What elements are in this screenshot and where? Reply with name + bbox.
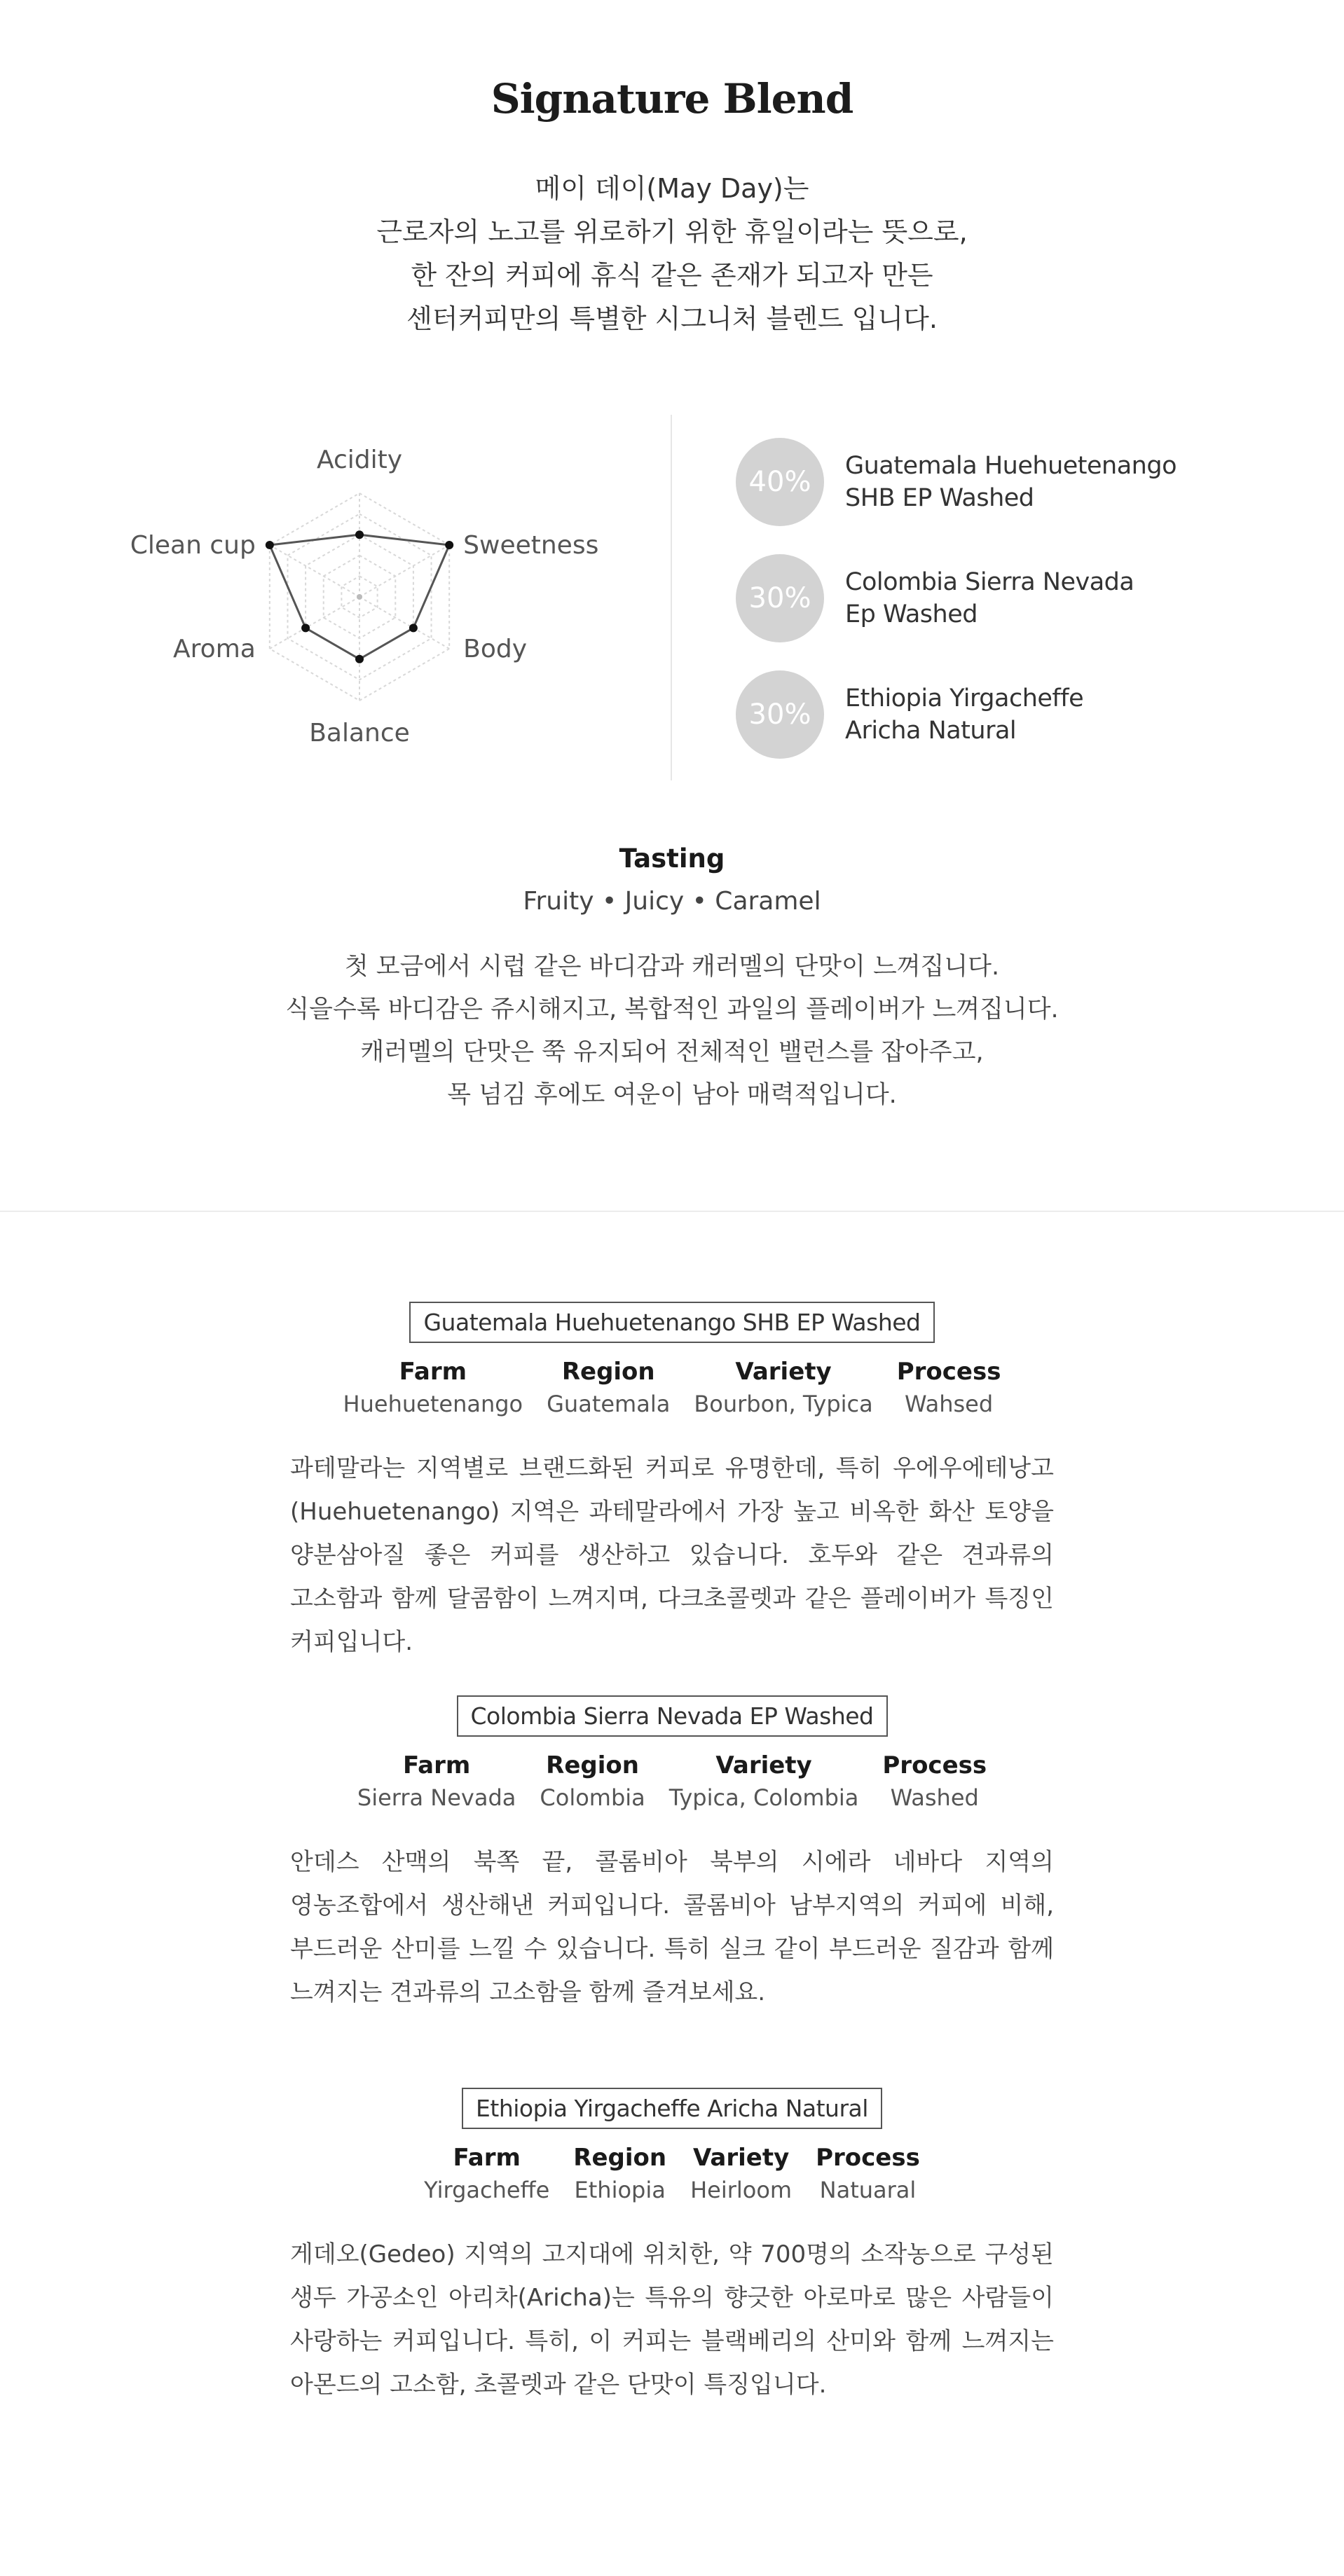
spec-label: Region	[573, 2144, 667, 2172]
tasting-line: 첫 모금에서 시럽 같은 바디감과 캐러멜의 단맛이 느껴집니다.	[344, 953, 1000, 981]
spec-value: Bourbon, Typica	[694, 1391, 873, 1417]
spec-label: Process	[816, 2144, 920, 2172]
origin-section	[0, 2088, 1344, 2406]
spec-label: Process	[896, 1358, 1001, 1386]
spec-label: Farm	[402, 1751, 471, 1779]
spec-process	[870, 1749, 999, 1814]
blend-origin-line: Ethiopia Yirgacheffe	[845, 684, 1084, 712]
spec-farm	[412, 2142, 561, 2206]
intro-text	[0, 167, 1344, 340]
intro-line: 센터커피만의 특별한 시그니처 블렌드 입니다.	[406, 303, 938, 334]
origin-section	[0, 1695, 1344, 2014]
radar-axis-label: Clean cup	[130, 531, 256, 560]
radar-axis-label: Body	[463, 635, 528, 663]
radar-axis-label: Balance	[309, 719, 410, 748]
spec-value: Guatemala	[547, 1391, 671, 1417]
origin-description: 과테말라는 지역별로 브랜드화된 커피로 유명한데, 특히 우에우에테낭고(Huehuetenango) 지역은 과테말라에서 가장 높고 비옥한 화산 토양을 양분삼아질 좋은 커피를 생산하고 있습니다. 호두와 같은 견과류의 고소함과 함께 달콤함이 느껴지며, 다크초콜렛과 같은 플레이버가 특징인 커피입니다.	[290, 1454, 1054, 1656]
blend-origin-line: SHB EP Washed	[845, 484, 1034, 512]
spec-variety	[657, 1749, 871, 1814]
origin-title: Ethiopia Yirgacheffe Aricha Natural	[462, 2088, 882, 2129]
tasting-line: 캐러멜의 단맛은 쭉 유지되어 전체적인 밸런스를 잡아주고,	[360, 1038, 984, 1066]
origin-title: Guatemala Huehuetenango SHB EP Washed	[409, 1302, 934, 1343]
radar-point-clean-cup	[266, 541, 274, 549]
blend-origin-name	[845, 682, 1083, 747]
spec-value: Yirgacheffe	[424, 2177, 550, 2203]
spec-variety	[678, 2142, 804, 2206]
radar-spoke	[359, 597, 449, 649]
spec-value: Colombia	[540, 1784, 645, 1811]
spec-label: Farm	[453, 2144, 521, 2172]
page-title: Signature Blend	[491, 75, 853, 123]
spec-value: Typica, Colombia	[668, 1784, 859, 1811]
spec-value: Huehuetenango	[343, 1391, 523, 1417]
blend-item	[736, 437, 1177, 527]
spec-value: Washed	[890, 1784, 979, 1811]
origin-specs	[0, 1749, 1344, 1814]
blend-item	[736, 553, 1134, 643]
spec-label: Region	[561, 1358, 655, 1386]
radar-spoke	[270, 597, 359, 649]
spec-process	[804, 2142, 932, 2206]
percent-badge: 30%	[736, 554, 824, 642]
radar-point-aroma	[301, 624, 310, 632]
tasting-line: 식을수록 바디감은 쥬시해지고, 복합적인 과일의 플레이버가 느껴집니다.	[285, 996, 1059, 1024]
intro-line: 메이 데이(May Day)는	[535, 173, 809, 204]
spec-process	[885, 1356, 1013, 1420]
radar-axis-label: Acidity	[316, 446, 403, 474]
origin-section	[0, 1302, 1344, 1664]
origin-specs	[0, 2142, 1344, 2206]
radar-spoke	[359, 545, 449, 597]
radar-axis-label: Aroma	[173, 635, 256, 663]
spec-label: Variety	[692, 2144, 790, 2172]
horizontal-divider	[0, 1211, 1344, 1212]
spec-region	[528, 1749, 657, 1814]
spec-label: Variety	[735, 1358, 832, 1386]
origin-specs	[0, 1356, 1344, 1420]
blend-origin-line: Guatemala Huehuetenango	[845, 452, 1177, 480]
radar-point-sweetness	[445, 541, 453, 549]
blend-origin-line: Colombia Sierra Nevada	[845, 568, 1134, 596]
intro-line: 한 잔의 커피에 휴식 같은 존재가 되고자 만든	[411, 260, 933, 291]
blend-origin-line: Ep Washed	[845, 600, 978, 628]
radar-point-acidity	[355, 530, 364, 539]
section-divider	[671, 415, 672, 780]
spec-region	[535, 1356, 682, 1420]
radar-center	[357, 594, 362, 600]
spec-value: Wahsed	[905, 1391, 994, 1417]
tasting-title: Tasting	[619, 843, 725, 874]
radar-point-balance	[355, 655, 364, 663]
radar-point-body	[409, 624, 418, 632]
origin-title: Colombia Sierra Nevada EP Washed	[457, 1695, 888, 1737]
spec-region	[561, 2142, 678, 2206]
spec-value: Natuaral	[819, 2177, 917, 2203]
tasting-notes: Fruity • Juicy • Caramel	[523, 887, 821, 916]
blend-origin-line: Aricha Natural	[845, 717, 1017, 745]
tasting-line: 목 넘김 후에도 여운이 남아 매력적입니다.	[447, 1081, 897, 1109]
radar-spoke	[270, 545, 359, 597]
intro-line: 근로자의 노고를 위로하기 위한 휴일이라는 뜻으로,	[376, 216, 968, 247]
percent-badge: 40%	[736, 438, 824, 526]
spec-farm	[331, 1356, 535, 1420]
spec-value: Ethiopia	[574, 2177, 666, 2203]
tasting-description	[0, 946, 1344, 1117]
percent-badge: 30%	[736, 670, 824, 759]
spec-variety	[682, 1356, 884, 1420]
spec-value: Sierra Nevada	[357, 1784, 516, 1811]
spec-farm	[345, 1749, 528, 1814]
flavor-radar-chart	[105, 420, 645, 778]
origin-description: 게데오(Gedeo) 지역의 고지대에 위치한, 약 700명의 소작농으로 구성된 생두 가공소인 아리차(Aricha)는 특유의 향긋한 아로마로 많은 사람들이 사랑하는 커피입니다. 특히, 이 커피는 블랙베리의 산미와 함께 느껴지는 아몬드의 고소함, 초콜렛과 같은 단맛이 특징입니다.	[290, 2240, 1054, 2399]
blend-item	[736, 670, 1083, 759]
radar-axis-label: Sweetness	[463, 531, 599, 560]
spec-label: Process	[882, 1751, 987, 1779]
blend-origin-name	[845, 566, 1134, 631]
spec-value: Heirloom	[690, 2177, 793, 2203]
blend-origin-name	[845, 450, 1177, 514]
spec-label: Variety	[715, 1751, 812, 1779]
spec-label: Farm	[399, 1358, 467, 1386]
origin-description: 안데스 산맥의 북쪽 끝, 콜롬비아 북부의 시에라 네바다 지역의 영농조합에서 생산해낸 커피입니다. 콜롬비아 남부지역의 커피에 비해, 부드러운 산미를 느낄 수 있습니다. 특히 실크 같이 부드러운 질감과 함께 느껴지는 견과류의 고소함을 함께 즐겨보세요.	[290, 1848, 1054, 2006]
spec-label: Region	[546, 1751, 639, 1779]
